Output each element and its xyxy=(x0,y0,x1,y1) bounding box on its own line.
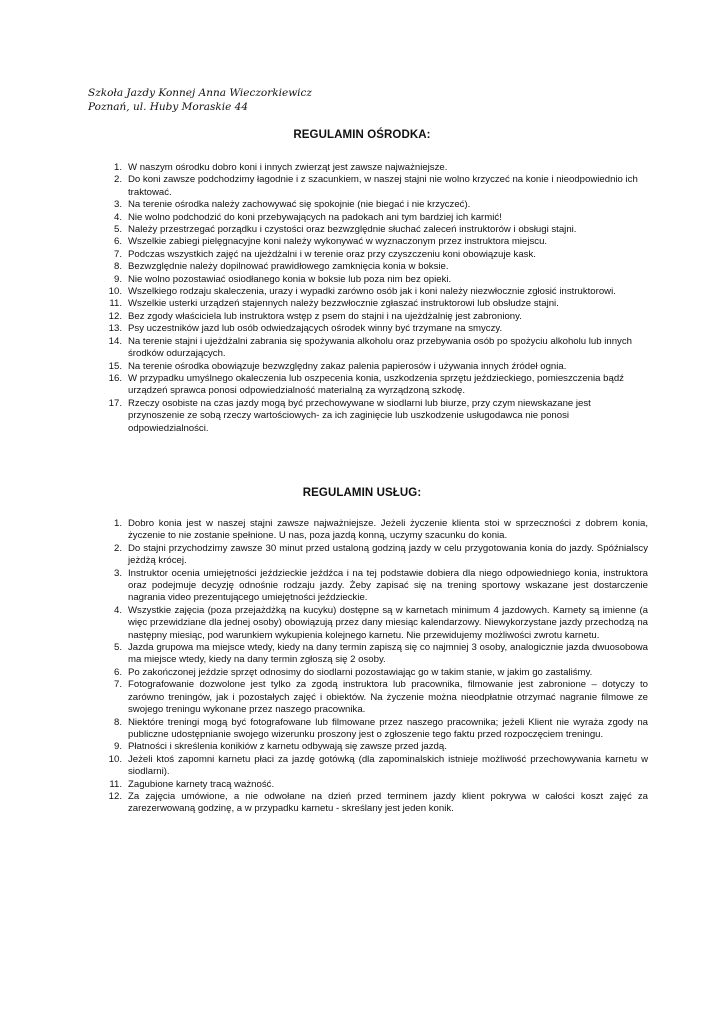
rule-number: 5. xyxy=(113,224,122,236)
letterhead xyxy=(88,86,312,114)
rule-text: Jeżeli ktoś zapomni karnetu płaci za jazdę gotówką (dla zapominalskich istnieje możliwość przechowywania karnetu w siodlarni). xyxy=(128,753,648,778)
rule-text: W naszym ośrodku dobro koni i innych zwierząt jest zawsze najważniejsze. xyxy=(128,162,448,173)
rule-text: Nie wolno podchodzić do koni przebywających na padokach ani tym bardziej ich karmić! xyxy=(128,211,502,223)
rule-item xyxy=(98,336,648,361)
rule-item xyxy=(98,174,648,199)
rule-number: 14. xyxy=(108,335,122,347)
rule-item xyxy=(98,679,648,716)
rule-text: Za zajęcia umówione, a nie odwołane na dzień przed terminem jazdy klient pokrywa w całości koszt zajęć za zarezerwowaną godzinę, a w przypadku karnetu - skreślany jest jeden konik. xyxy=(128,790,648,815)
rule-number: 2. xyxy=(113,174,122,186)
rule-number: 11. xyxy=(109,778,122,790)
rule-text: Na terenie stajni i ujeżdżalni zabrania się spożywania alkoholu oraz przebywania osób po spożyciu alkoholu lub innych środków odurzających. xyxy=(128,335,632,360)
rule-number: 9. xyxy=(113,273,122,285)
rule-item xyxy=(98,741,648,753)
rule-text: Wszelkie zabiegi pielęgnacyjne koni należy wykonywać w wyznaczonym przez instruktora miejscu. xyxy=(128,236,548,248)
section-title-facility-rules: REGULAMIN OŚRODKA: xyxy=(293,129,431,141)
rule-text: Rzeczy osobiste na czas jazdy mogą być przechowywane w siodlarni lub biurze, przy czym niewskazane jest przynoszenie ze sobą rzeczy wartościowych- za ich zaginięcie lub uszkodzenie usługodawca nie ponosi odpowiedzialności. xyxy=(128,397,591,434)
rule-text: Podczas wszystkich zajęć na ujeżdżalni i w terenie oraz przy czyszczeniu koni obowiązuje kask. xyxy=(128,248,536,260)
rule-number: 10. xyxy=(108,753,122,765)
rule-number: 4. xyxy=(113,211,122,223)
rule-item xyxy=(98,274,648,286)
rule-number: 5. xyxy=(113,642,122,654)
rule-number: 12. xyxy=(108,790,122,802)
school-name: Szkoła Jazdy Konnej Anna Wieczorkiewicz xyxy=(88,87,312,99)
rule-text: Do stajni przychodzimy zawsze 30 minut przed ustaloną godziną jazdy w celu przygotowania konia do jazdy. Spóźnialscy jeżdżą krócej. xyxy=(128,542,648,567)
rule-text: Na terenie ośrodka należy zachowywać się spokojnie (nie biegać i nie krzyczeć). xyxy=(128,199,471,211)
rule-number: 15. xyxy=(108,360,122,372)
rule-number: 4. xyxy=(113,604,122,616)
rule-number: 6. xyxy=(113,236,122,248)
rule-item xyxy=(98,398,648,435)
rule-item xyxy=(98,199,648,211)
rule-number: 11. xyxy=(109,298,122,310)
rule-item xyxy=(98,361,648,373)
rule-number: 1. xyxy=(113,162,122,173)
rule-item xyxy=(98,249,648,261)
service-rules-list xyxy=(98,518,648,816)
school-address: Poznań, ul. Huby Moraskie 44 xyxy=(88,101,249,113)
rule-item xyxy=(98,642,648,667)
rule-number: 1. xyxy=(113,518,122,529)
rule-item xyxy=(98,717,648,742)
rule-text: Należy przestrzegać porządku i czystości oraz bezwzględnie słuchać zaleceń instruktorów i obsługi stajni. xyxy=(128,224,577,236)
rule-number: 16. xyxy=(108,372,122,384)
rule-number: 3. xyxy=(113,567,122,579)
rule-number: 9. xyxy=(113,741,122,753)
rule-text: Na terenie ośrodka obowiązuje bezwzględny zakaz palenia papierosów i używania innych źródeł ognia. xyxy=(128,360,567,372)
rule-text: Niektóre treningi mogą być fotografowane lub filmowane przez naszego pracownika; jeżeli Klient nie wyraża zgody na publiczne udostępnianie swojego wizerunku proszony jest o zgłoszenie tego faktu przed rozpoczęciem treningu. xyxy=(128,716,648,740)
rule-item xyxy=(98,667,648,679)
rule-item xyxy=(98,543,648,568)
rule-number: 7. xyxy=(113,248,122,260)
rule-item xyxy=(98,323,648,335)
rule-text: Wszelkiego rodzaju skaleczenia, urazy i wypadki zarówno osób jak i koni należy niezwłocznie zgłosić instruktorowi. xyxy=(128,286,616,298)
rule-text: Wszystkie zajęcia (poza przejażdżką na kucyku) dostępne są w karnetach minimum 4 jazdowych. Karnety są imienne (a więc przewidziane dla jednej osoby) obowiązują przez dany miesiąc kalendarzowy. Niewykorzystane jazdy przechodzą na następny miesiąc, pod warunkiem wykupienia kolejnego karnetu. Nie przewidujemy możliwości zwrotu karnetu. xyxy=(128,604,648,641)
rule-number: 12. xyxy=(108,310,122,322)
rule-item xyxy=(98,224,648,236)
rule-item xyxy=(98,779,648,791)
rule-item xyxy=(98,261,648,273)
rule-text: Do koni zawsze podchodzimy łagodnie i z szacunkiem, w naszej stajni nie wolno krzyczeć na konie i nieodpowiednio ich traktować. xyxy=(128,174,638,198)
rule-text: Po zakończonej jeździe sprzęt odnosimy do siodlarni pozostawiając go w takim stanie, w jakim go zastaliśmy. xyxy=(128,666,593,678)
rule-item xyxy=(98,162,648,174)
rule-number: 13. xyxy=(108,323,122,335)
rule-text: Bez zgody właściciela lub instruktora wstęp z psem do stajni i na ujeżdżalnię jest zabroniony. xyxy=(128,310,522,322)
rule-text: Zagubione karnety tracą ważność. xyxy=(128,778,275,790)
rule-number: 2. xyxy=(113,542,122,554)
rule-item xyxy=(98,791,648,816)
rule-text: Nie wolno pozostawiać osiodłanego konia w boksie lub poza nim bez opieki. xyxy=(128,273,452,285)
rule-text: Płatności i skreślenia konikiów z karnetu odbywają się zawsze przed jazdą. xyxy=(128,741,447,753)
rule-number: 17. xyxy=(108,397,122,409)
facility-rules-list xyxy=(98,162,648,435)
rule-item xyxy=(98,311,648,323)
rule-item xyxy=(98,373,648,398)
rule-item xyxy=(98,605,648,642)
rule-text: Psy uczestników jazd lub osób odwiedzających ośrodek winny być trzymane na smyczy. xyxy=(128,323,503,335)
rule-text: Instruktor ocenia umiejętności jeździeckie jeźdźca i na tej podstawie dobiera dla niego odpowiedniego konia, instruktora oraz podejmuje decyzję odnośnie rodzaju jazdy. Żeby zapisać się na trening sportowy wskazane jest dostarczenie nagrania video prezentującego umiejętności jeździeckie. xyxy=(128,567,648,604)
section-title-service-rules: REGULAMIN USŁUG: xyxy=(302,487,422,499)
rule-item xyxy=(98,568,648,605)
rule-number: 7. xyxy=(113,679,122,691)
rule-number: 10. xyxy=(108,286,122,298)
rule-text: Jazda grupowa ma miejsce wtedy, kiedy na dany termin zapiszą się co najmniej 3 osoby, analogicznie jazda dwuosobowa ma miejsce wtedy, kiedy na dany termin zgłoszą się 2 osoby. xyxy=(128,642,648,666)
rule-item xyxy=(98,298,648,310)
rule-item xyxy=(98,212,648,224)
rule-number: 3. xyxy=(113,199,122,211)
rule-number: 8. xyxy=(113,716,122,728)
rule-text: Wszelkie usterki urządzeń stajennych należy bezzwłocznie zgłaszać instruktorowi lub obsłudze stajni. xyxy=(128,298,559,310)
rule-text: W przypadku umyślnego okaleczenia lub oszpecenia konia, uszkodzenia sprzętu jeździeckiego, pomieszczenia bądź urządzeń sprawca ponosi odpowiedzialność materialną za wyrządzoną szkodę. xyxy=(128,372,624,397)
rule-text: Fotografowanie dozwolone jest tylko za zgodą instruktora lub pracownika, filmowanie jest zabronione – dotyczy to zarówno treningów, jak i pozostałych zajęć i obiektów. Na życzenie można nieodpłatnie otrzymać nagranie filmowe ze swojego treningu wykonane przez naszego pracownika. xyxy=(128,679,648,716)
rule-item xyxy=(98,518,648,543)
rule-text: Dobro konia jest w naszej stajni zawsze najważniejsze. Jeżeli życzenie klienta stoi w sprzeczności z dobrem konia, życzenie to nie zostanie spełnione. U nas, poza jazdą konną, uczymy szacunku do konia. xyxy=(128,518,648,542)
rule-number: 8. xyxy=(113,261,122,273)
rule-text: Bezwzględnie należy dopilnować prawidłowego zamknięcia konia w boksie. xyxy=(128,261,449,273)
rule-item xyxy=(98,286,648,298)
rule-item xyxy=(98,236,648,248)
rule-number: 6. xyxy=(113,666,122,678)
rule-item xyxy=(98,754,648,779)
